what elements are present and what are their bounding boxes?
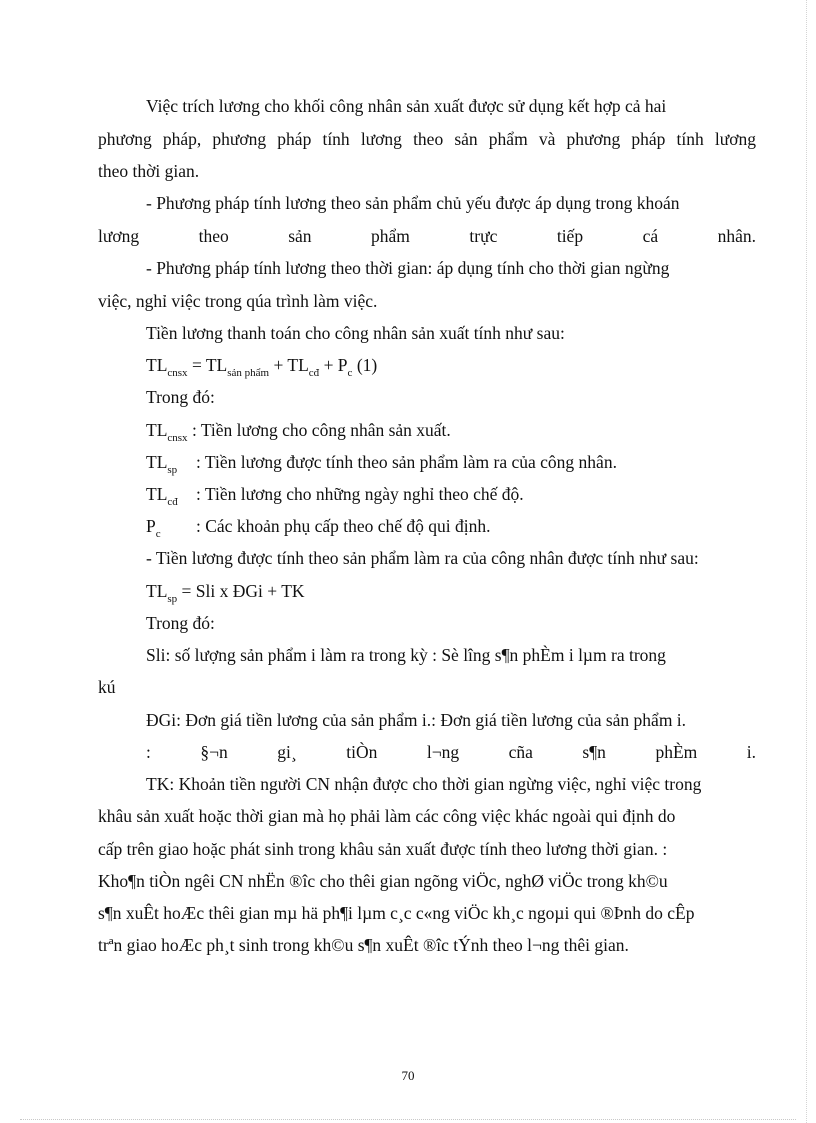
paragraph-line: trªn giao hoÆc ph¸t sinh trong kh©u s¶n xuÊt ®îc tÝnh theo l¬ng thêi gian. [98,935,629,955]
formula-product-wage: $TL_{sp}$ = Sli x ĐGi + TK [146,581,305,605]
paragraph-line: lương theo sản phẩm trực tiếp cá nhân. [98,226,756,246]
paragraph-line: việc, nghỉ việc trong qúa trình làm việc. [98,291,378,311]
paragraph-line: Sli: số lượng sản phẩm i làm ra trong kỳ : Sè lîng s¶n phÈm i lµm ra trong [146,645,666,665]
definition-line: $TL_{cnsx}$ : Tiền lương cho công nhân sản xuất. [146,420,451,444]
paragraph-line: Tiền lương thanh toán cho công nhân sản xuất tính như sau: [146,323,565,343]
paragraph-line: - Tiền lương được tính theo sản phẩm làm ra của công nhân được tính như sau: [146,548,699,568]
page-bottom-border [20,1119,796,1120]
trong-do-label: Trong đó: [146,387,215,407]
paragraph-line: khâu sản xuất hoặc thời gian mà họ phải làm các công việc khác ngoài qui định do [98,806,676,826]
paragraph-line: cấp trên giao hoặc phát sinh trong khâu sản xuất được tính theo lương thời gian. : [98,839,668,859]
paragraph-line: - Phương pháp tính lương theo sản phẩm chủ yếu được áp dụng trong khoán [146,193,680,213]
page-right-border [806,0,807,1123]
paragraph-line: theo thời gian. [98,161,200,181]
paragraph-line: Kho¶n tiÒn ngêi CN nhËn ®îc cho thêi gian ngõng viÖc, nghØ viÖc trong kh©u [98,871,668,891]
paragraph-line: phương pháp, phương pháp tính lương theo sản phẩm và phương pháp tính lương [98,129,756,149]
page-number: 70 [401,1068,415,1083]
paragraph-line: TK: Khoản tiền người CN nhận được cho thời gian ngừng việc, nghỉ việc trong [146,774,702,794]
paragraph-line: - Phương pháp tính lương theo thời gian: áp dụng tính cho thời gian ngừng [146,258,670,278]
trong-do-label: Trong đó: [146,613,215,633]
definition-line: $TL_{cđ}$ : Tiền lương cho những ngày nghỉ theo chế độ. [146,484,524,508]
definition-line: $P_c$ : Các khoản phụ cấp theo chế độ qui định. [146,516,491,540]
paragraph-line: kú [98,677,116,697]
paragraph-line: : §¬n gi¸ tiÒn l¬ng cña s¶n phÈm i. [146,742,756,762]
definition-line: $TL_{sp}$ : Tiền lương được tính theo sản phẩm làm ra của công nhân. [146,452,617,476]
paragraph-line: Việc trích lương cho khối công nhân sản xuất được sử dụng kết hợp cả hai [146,96,667,116]
formula-total-wage: $TL_{cnsx} = TL_{sản phẩm} + TL_{cđ} + P_c$ (1) [146,355,378,379]
paragraph-line: s¶n xuÊt hoÆc thêi gian mµ hä ph¶i lµm c¸c c«ng viÖc kh¸c ngoµi qui ®Þnh do cÊp [98,903,695,923]
paragraph-line: ĐGi: Đơn giá tiền lương của sản phẩm i.: Đơn giá tiền lương của sản phẩm i. [146,710,687,730]
